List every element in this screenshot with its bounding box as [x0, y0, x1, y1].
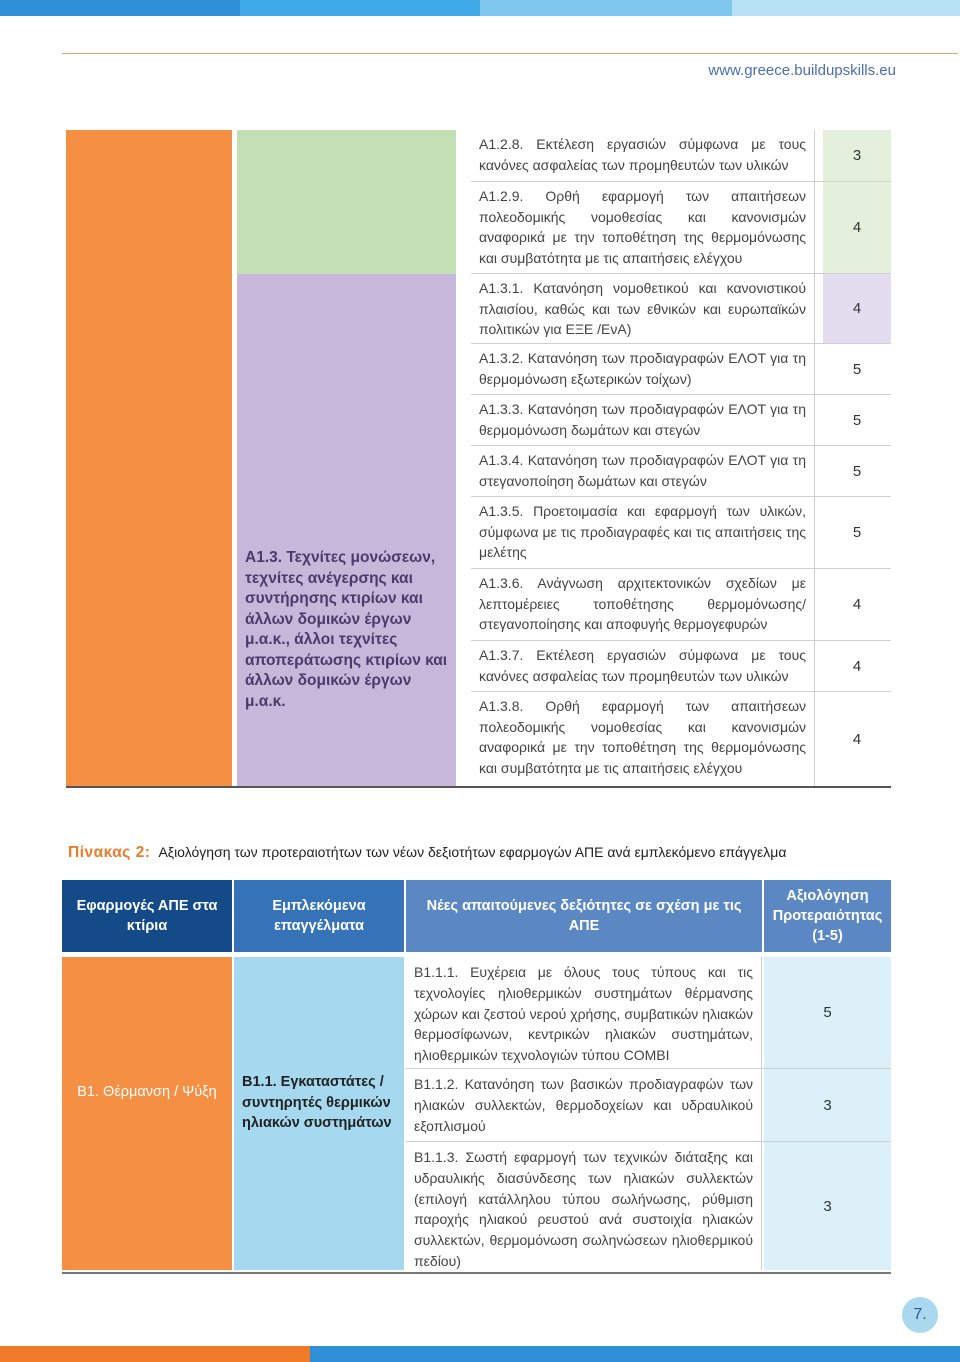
profession-cell-a12 — [237, 130, 456, 274]
profession-a13-label: Α1.3. Τεχνίτες μονώσεων, τεχνίτες ανέγερσης και συντήρησης κτιρίων και άλλων δομικών έργων μ.α.κ., άλλοι τεχνίτες αποπεράτωσης κτιρίων και άλλων δομικών έργων μ.α.κ. — [245, 549, 448, 710]
table-row — [471, 692, 891, 786]
priority-score: 5 — [823, 446, 891, 496]
profession-cell-a13 — [237, 274, 456, 786]
skill-description: Α1.2.9. Ορθή εφαρμογή των απαιτήσεων πολεοδομικής νομοθεσίας και κανονισμών αναφορικά με την τοποθέτηση της θερμομόνωσης και συμβατότητα με τις απαιτήσεις ελέγχου — [471, 182, 815, 273]
priority-score: 4 — [823, 274, 891, 343]
priority-score: 4 — [823, 641, 891, 691]
priority-score: 4 — [823, 569, 891, 640]
table-row — [471, 569, 891, 641]
table-caption-label: Πίνακας 2: — [68, 844, 151, 861]
table-row — [471, 182, 891, 274]
table-row — [471, 641, 891, 692]
table-row — [406, 957, 891, 1069]
skill-description: Β1.1.2. Κατανόηση των βασικών προδιαγραφών των ηλιακών συλλεκτών, θερμοδοχείων και υδραυλικού εξοπλισμού — [406, 1069, 762, 1141]
table-row — [406, 1069, 891, 1142]
priority-score: 4 — [823, 692, 891, 786]
table-caption — [68, 844, 786, 862]
skill-description: Β1.1.1. Ευχέρεια με όλους τους τύπους και τις τεχνολογίες ηλιοθερμικών συστημάτων θέρμανσης χώρων και ζεστού νερού χρήσης, συμβατικών ηλιακών θερμοσίφωνων, κεντρικών ηλιακών συστημάτων, ηλιοθερμικών τεχνολογιών τύπου COMBI — [406, 957, 762, 1068]
profession-label: Β1.1. Εγκαταστάτες / συντηρητές θερμικών ηλιακών συστημάτων — [242, 1074, 392, 1131]
priority-score: 5 — [823, 395, 891, 445]
table-row — [471, 395, 891, 446]
profession-cell — [234, 957, 404, 1270]
res-skills-table — [62, 880, 891, 1274]
priority-score: 5 — [764, 957, 891, 1068]
bottom-color-bar — [0, 1346, 960, 1362]
priority-score: 5 — [823, 497, 891, 568]
header-priority: Αξιολόγηση Προτεραιότητας (1-5) — [764, 880, 891, 952]
priority-score: 3 — [823, 130, 891, 181]
skill-description: Α1.2.8. Εκτέλεση εργασιών σύμφωνα με τους κανόνες ασφαλείας των προμηθευτών των υλικών — [471, 130, 815, 181]
table-row — [406, 1142, 891, 1270]
table-caption-text: Αξιολόγηση των προτεραιοτήτων των νέων δεξιοτήτων εφαρμογών ΑΠΕ ανά εμπλεκόμενο επάγγελμα — [158, 844, 787, 860]
skill-description: Β1.1.3. Σωστή εφαρμογή των τεχνικών διάταξης και υδραυλικής διασύνδεσης των ηλιακών συλλεκτών (επιλογή κατάλληλου τύπου σωλήνωσης, ρύθμιση παροχής ηλιακού ρευστού ανά συστοιχία ηλιακών συλλεκτών, θερμομόνωση σωληνώσεων ηλιοθερμικού πεδίου) — [406, 1142, 762, 1270]
skill-description: Α1.3.2. Κατανόηση των προδιαγραφών ΕΛΟΤ για τη θερμομόνωση εξωτερικών τοίχων) — [471, 344, 815, 394]
application-label: Β1. Θέρμανση / Ψύξη — [77, 1084, 217, 1100]
website-link[interactable]: www.greece.buildupskills.eu — [708, 62, 896, 79]
priority-score: 5 — [823, 344, 891, 394]
header-applications: Εφαρμογές ΑΠΕ στα κτίρια — [62, 880, 232, 952]
top-color-bar — [0, 0, 960, 16]
skill-description: Α1.3.4. Κατανόηση των προδιαγραφών ΕΛΟΤ για τη στεγανοποίηση δωμάτων και στεγών — [471, 446, 815, 496]
skill-description: Α1.3.3. Κατανόηση των προδιαγραφών ΕΛΟΤ για τη θερμομόνωση δωμάτων και στεγών — [471, 395, 815, 445]
skill-description: Α1.3.8. Ορθή εφαρμογή των απαιτήσεων πολεοδομικής νομοθεσίας και κανονισμών αναφορικά με την τοποθέτηση της θερμομόνωσης και συμβατότητα με τις απαιτήσεις ελέγχου — [471, 692, 815, 786]
skill-description: Α1.3.6. Ανάγνωση αρχιτεκτονικών σχεδίων με λεπτομέρειες τοποθέτησης θερμομόνωσης/ στεγανοποίησης και αποφυγής θερμογεφυρών — [471, 569, 815, 640]
table-row — [471, 446, 891, 497]
priority-score: 4 — [823, 182, 891, 273]
table-row — [471, 130, 891, 182]
header-professions: Εμπλεκόμενα επαγγέλματα — [234, 880, 404, 952]
table-row — [471, 344, 891, 395]
skill-description: Α1.3.7. Εκτέλεση εργασιών σύμφωνα με τους κανόνες ασφαλείας των προμηθευτών των υλικών — [471, 641, 815, 691]
table-row — [471, 497, 891, 569]
priority-score: 3 — [764, 1142, 891, 1270]
header-new-skills: Νέες απαιτούμενες δεξιότητες σε σχέση με τις ΑΠΕ — [406, 880, 762, 952]
skill-description: Α1.3.5. Προετοιμασία και εφαρμογή των υλικών, σύμφωνα με τις προδιαγραφές και τις απαιτήσεις της μελέτης — [471, 497, 815, 568]
skills-table-continued — [66, 130, 891, 788]
application-cell — [62, 957, 232, 1270]
header-divider — [62, 53, 958, 54]
priority-score: 3 — [764, 1069, 891, 1141]
page-number: 7. — [902, 1297, 938, 1333]
application-column-cell — [66, 130, 232, 786]
skill-description: Α1.3.1. Κατανόηση νομοθετικού και κανονιστικού πλαισίου, καθώς και των εθνικών και ευρωπαϊκών πολιτικών για ΕΞΕ /ΕνΑ) — [471, 274, 815, 343]
table-row — [471, 274, 891, 344]
